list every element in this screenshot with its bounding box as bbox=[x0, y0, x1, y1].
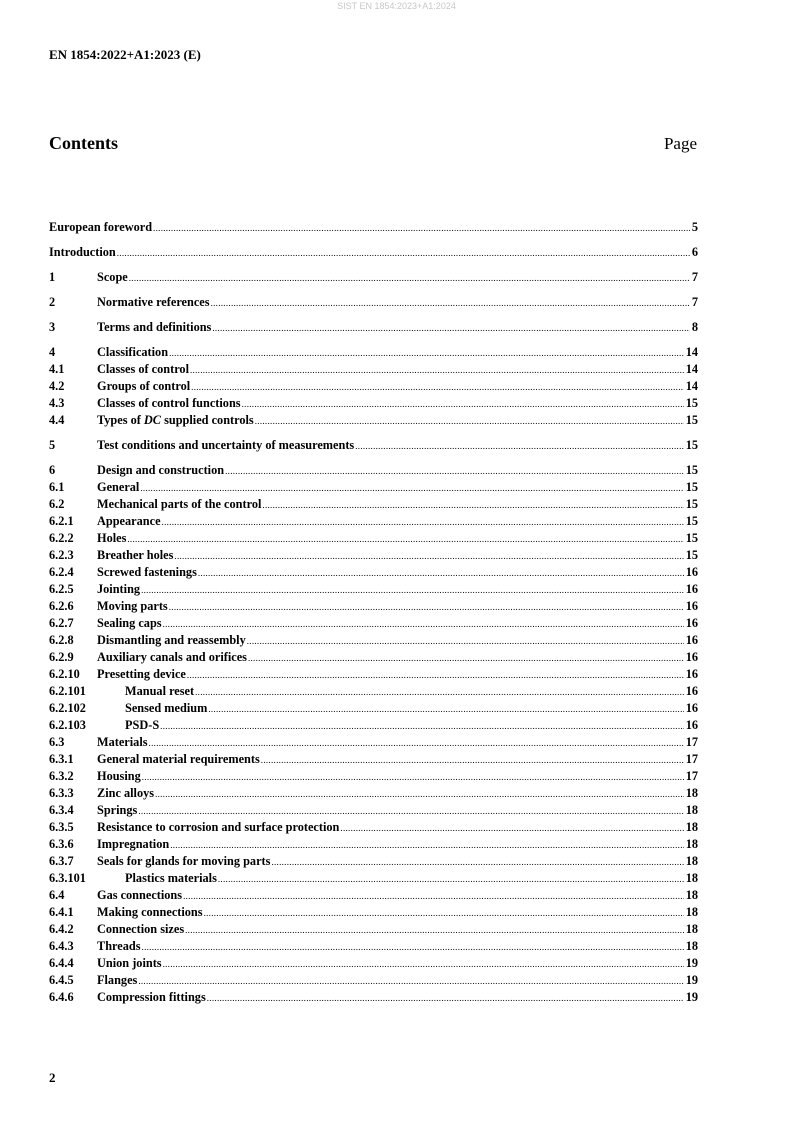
toc-entry-page: 16 bbox=[685, 582, 698, 596]
toc-entry-title: Impregnation bbox=[97, 837, 170, 851]
toc-entry-number: 6.3.3 bbox=[49, 786, 74, 800]
toc-entry-number: 6.3.7 bbox=[49, 854, 74, 868]
toc-entry-page: 17 bbox=[685, 769, 698, 783]
toc-entry-page: 15 bbox=[685, 497, 698, 511]
toc-dot-leader bbox=[211, 295, 690, 312]
toc-entry-title: Springs bbox=[97, 803, 138, 817]
toc-entry[interactable] bbox=[49, 294, 698, 311]
toc-entry-page: 19 bbox=[685, 973, 698, 987]
toc-dot-leader bbox=[204, 905, 684, 922]
toc-entry-title: Terms and definitions bbox=[97, 320, 212, 334]
toc-entry-title: Union joints bbox=[97, 956, 162, 970]
toc-dot-leader bbox=[271, 854, 683, 871]
toc-entry-number: 6.2.7 bbox=[49, 616, 74, 630]
toc-entry-number: 6.2.6 bbox=[49, 599, 74, 613]
toc-dot-leader bbox=[163, 956, 684, 973]
toc-entry[interactable] bbox=[49, 904, 698, 921]
toc-entry[interactable] bbox=[49, 751, 698, 768]
toc-entry[interactable] bbox=[49, 666, 698, 683]
toc-dot-leader bbox=[198, 565, 684, 582]
toc-entry-page: 15 bbox=[685, 548, 698, 562]
toc-entry-title: European foreword bbox=[49, 220, 153, 234]
toc-entry-page: 18 bbox=[685, 837, 698, 851]
toc-entry-title: General material requirements bbox=[97, 752, 260, 766]
toc-entry-number: 6.3.2 bbox=[49, 769, 74, 783]
toc-entry-number: 6 bbox=[49, 463, 56, 477]
toc-entry-title: Dismantling and reassembly bbox=[97, 633, 246, 647]
toc-entry-page: 7 bbox=[691, 295, 698, 309]
toc-entry-number: 6.4.5 bbox=[49, 973, 74, 987]
toc-entry-page: 18 bbox=[685, 786, 698, 800]
toc-entry-number: 6.4 bbox=[49, 888, 65, 902]
toc-dot-leader bbox=[185, 922, 684, 939]
toc-entry-title-part: Types of bbox=[97, 413, 144, 427]
toc-entry-title: Appearance bbox=[97, 514, 161, 528]
toc-entry-page: 16 bbox=[685, 599, 698, 613]
toc-entry-title: Flanges bbox=[97, 973, 138, 987]
toc-entry[interactable] bbox=[49, 598, 698, 615]
toc-dot-leader bbox=[169, 599, 684, 616]
toc-entry[interactable] bbox=[49, 496, 698, 513]
toc-entry-title: Scope bbox=[97, 270, 128, 284]
toc-entry-page: 18 bbox=[685, 871, 698, 885]
toc-entry-page: 5 bbox=[691, 220, 698, 234]
toc-dot-leader bbox=[138, 803, 683, 820]
toc-entry[interactable] bbox=[49, 836, 698, 853]
toc-entry-title: Seals for glands for moving parts bbox=[97, 854, 271, 868]
toc-entry-page: 18 bbox=[685, 939, 698, 953]
toc-entry-page: 15 bbox=[685, 463, 698, 477]
table-of-contents bbox=[49, 219, 698, 1006]
toc-entry-number: 6.1 bbox=[49, 480, 65, 494]
toc-entry[interactable] bbox=[49, 683, 698, 700]
toc-dot-leader bbox=[140, 480, 683, 497]
toc-entry[interactable] bbox=[49, 785, 698, 802]
toc-entry-page: 18 bbox=[685, 922, 698, 936]
toc-entry-number: 6.2.4 bbox=[49, 565, 74, 579]
toc-entry-number: 6.2.10 bbox=[49, 667, 80, 681]
toc-entry-page: 18 bbox=[685, 905, 698, 919]
toc-entry-number: 6.2.103 bbox=[49, 718, 86, 732]
toc-entry[interactable] bbox=[49, 479, 698, 496]
toc-entry-page: 16 bbox=[685, 650, 698, 664]
toc-entry-number: 6.3.1 bbox=[49, 752, 74, 766]
toc-entry-number: 6.3.4 bbox=[49, 803, 74, 817]
toc-entry-page: 19 bbox=[685, 956, 698, 970]
toc-entry-page: 17 bbox=[685, 752, 698, 766]
toc-entry-number: 6.3.101 bbox=[49, 871, 86, 885]
toc-entry-number: 6.2.5 bbox=[49, 582, 74, 596]
toc-entry-title: Plastics materials bbox=[125, 871, 217, 885]
toc-entry-page: 18 bbox=[685, 888, 698, 902]
toc-dot-leader bbox=[138, 973, 683, 990]
toc-dot-leader bbox=[248, 650, 684, 667]
toc-entry-title: Introduction bbox=[49, 245, 116, 259]
toc-dot-leader bbox=[163, 616, 684, 633]
toc-dot-leader bbox=[261, 752, 684, 769]
toc-entry-page: 15 bbox=[685, 438, 698, 452]
toc-dot-leader bbox=[149, 735, 684, 752]
toc-entry[interactable] bbox=[49, 361, 698, 378]
toc-entry-page: 16 bbox=[685, 565, 698, 579]
toc-entry[interactable] bbox=[49, 344, 698, 361]
toc-entry-number: 6.3 bbox=[49, 735, 65, 749]
toc-entry-page: 16 bbox=[685, 633, 698, 647]
toc-entry-page: 14 bbox=[685, 379, 698, 393]
page-number: 2 bbox=[49, 1070, 56, 1085]
toc-entry[interactable] bbox=[49, 972, 698, 989]
toc-entry-title: Classification bbox=[97, 345, 169, 359]
toc-dot-leader bbox=[141, 582, 684, 599]
toc-entry-page: 6 bbox=[691, 245, 698, 259]
toc-dot-leader bbox=[207, 990, 684, 1007]
toc-dot-leader bbox=[169, 345, 684, 362]
toc-entry[interactable] bbox=[49, 938, 698, 955]
toc-entry[interactable] bbox=[49, 513, 698, 530]
toc-entry[interactable] bbox=[49, 319, 698, 336]
toc-entry-number: 6.4.6 bbox=[49, 990, 74, 1004]
toc-entry[interactable] bbox=[49, 269, 698, 286]
toc-dot-leader bbox=[155, 786, 684, 803]
toc-dot-leader bbox=[187, 667, 684, 684]
toc-entry-title: Making connections bbox=[97, 905, 203, 919]
toc-entry[interactable] bbox=[49, 819, 698, 836]
toc-entry-title: Groups of control bbox=[97, 379, 191, 393]
toc-entry[interactable] bbox=[49, 564, 698, 581]
toc-dot-leader bbox=[153, 220, 690, 237]
toc-entry[interactable] bbox=[49, 581, 698, 598]
toc-entry[interactable] bbox=[49, 547, 698, 564]
page-column-label: Page bbox=[663, 134, 697, 153]
toc-entry[interactable] bbox=[49, 802, 698, 819]
toc-dot-leader bbox=[129, 270, 690, 287]
toc-entry-title bbox=[97, 412, 254, 429]
toc-entry-title: Threads bbox=[97, 939, 141, 953]
toc-entry[interactable] bbox=[49, 219, 698, 236]
page-title: Contents bbox=[49, 133, 119, 153]
toc-entry[interactable] bbox=[49, 437, 698, 454]
toc-dot-leader bbox=[183, 888, 684, 905]
toc-entry-number: 2 bbox=[49, 295, 56, 309]
toc-entry[interactable] bbox=[49, 989, 698, 1006]
toc-dot-leader bbox=[117, 245, 690, 262]
toc-dot-leader bbox=[255, 413, 684, 430]
toc-entry-page: 18 bbox=[685, 803, 698, 817]
toc-entry-number: 4.3 bbox=[49, 396, 65, 410]
toc-entry-number: 6.4.1 bbox=[49, 905, 74, 919]
toc-entry[interactable] bbox=[49, 768, 698, 785]
toc-entry-number: 4.2 bbox=[49, 379, 65, 393]
toc-entry-page: 8 bbox=[691, 320, 698, 334]
toc-entry-title: Classes of control functions bbox=[97, 396, 241, 410]
toc-entry[interactable] bbox=[49, 632, 698, 649]
toc-dot-leader bbox=[247, 633, 684, 650]
toc-entry[interactable] bbox=[49, 870, 698, 887]
toc-dot-leader bbox=[174, 548, 683, 565]
toc-entry-number: 4 bbox=[49, 345, 56, 359]
toc-entry-title: Zinc alloys bbox=[97, 786, 155, 800]
toc-dot-leader bbox=[170, 837, 684, 854]
toc-entry-page: 17 bbox=[685, 735, 698, 749]
toc-entry-number: 6.2.1 bbox=[49, 514, 74, 528]
toc-dot-leader bbox=[190, 362, 684, 379]
toc-entry-title-part: supplied controls bbox=[161, 413, 254, 427]
toc-entry-page: 16 bbox=[685, 718, 698, 732]
toc-entry-number: 4.1 bbox=[49, 362, 65, 376]
toc-entry-title: Mechanical parts of the control bbox=[97, 497, 262, 511]
toc-entry-number: 6.2.102 bbox=[49, 701, 86, 715]
toc-entry-number: 5 bbox=[49, 438, 56, 452]
toc-entry-number: 6.2 bbox=[49, 497, 65, 511]
toc-entry[interactable] bbox=[49, 921, 698, 938]
toc-entry-title: Breather holes bbox=[97, 548, 174, 562]
toc-entry[interactable] bbox=[49, 700, 698, 717]
toc-entry-page: 18 bbox=[685, 854, 698, 868]
toc-dot-leader bbox=[127, 531, 683, 548]
toc-entry[interactable] bbox=[49, 853, 698, 870]
toc-entry-page: 16 bbox=[685, 701, 698, 715]
toc-entry-page: 15 bbox=[685, 531, 698, 545]
toc-entry[interactable] bbox=[49, 955, 698, 972]
toc-entry-title: Normative references bbox=[97, 295, 210, 309]
toc-entry-page: 16 bbox=[685, 684, 698, 698]
toc-dot-leader bbox=[340, 820, 683, 837]
toc-entry-page: 19 bbox=[685, 990, 698, 1004]
toc-entry-title-emphasis: DC bbox=[143, 413, 162, 427]
toc-entry-page: 18 bbox=[685, 820, 698, 834]
toc-entry[interactable] bbox=[49, 378, 698, 395]
toc-entry-title: Holes bbox=[97, 531, 127, 545]
toc-entry-page: 15 bbox=[685, 413, 698, 427]
toc-entry-number: 6.4.4 bbox=[49, 956, 74, 970]
toc-dot-leader bbox=[162, 514, 684, 531]
toc-entry-page: 14 bbox=[685, 345, 698, 359]
toc-entry-title: Classes of control bbox=[97, 362, 189, 376]
toc-dot-leader bbox=[191, 379, 684, 396]
toc-entry-title: Moving parts bbox=[97, 599, 168, 613]
toc-dot-leader bbox=[142, 939, 684, 956]
toc-entry[interactable] bbox=[49, 734, 698, 751]
toc-dot-leader bbox=[208, 701, 683, 718]
toc-entry-title: Gas connections bbox=[97, 888, 183, 902]
toc-entry-title: Compression fittings bbox=[97, 990, 206, 1004]
toc-entry-number: 6.2.2 bbox=[49, 531, 74, 545]
toc-entry[interactable] bbox=[49, 887, 698, 904]
toc-entry-title: Housing bbox=[97, 769, 141, 783]
toc-entry-title: Presetting device bbox=[97, 667, 186, 681]
toc-entry[interactable] bbox=[49, 244, 698, 261]
watermark: SIST EN 1854:2023+A1:2024 bbox=[337, 1, 456, 11]
toc-entry[interactable] bbox=[49, 717, 698, 734]
standard-id-header: EN 1854:2022+A1:2023 (E) bbox=[49, 47, 201, 62]
toc-entry-title: Design and construction bbox=[97, 463, 225, 477]
toc-dot-leader bbox=[355, 438, 683, 455]
toc-entry[interactable] bbox=[49, 395, 698, 412]
toc-dot-leader bbox=[242, 396, 684, 413]
toc-entry-page: 16 bbox=[685, 667, 698, 681]
toc-entry-number: 6.3.6 bbox=[49, 837, 74, 851]
toc-entry-page: 15 bbox=[685, 514, 698, 528]
toc-dot-leader bbox=[195, 684, 684, 701]
toc-entry-number: 6.4.3 bbox=[49, 939, 74, 953]
toc-entry-number: 6.3.5 bbox=[49, 820, 74, 834]
toc-entry-page: 16 bbox=[685, 616, 698, 630]
toc-entry-page: 15 bbox=[685, 396, 698, 410]
toc-dot-leader bbox=[262, 497, 683, 514]
toc-entry-title: Manual reset bbox=[125, 684, 195, 698]
toc-entry[interactable] bbox=[49, 530, 698, 547]
toc-dot-leader bbox=[142, 769, 684, 786]
toc-entry-title: PSD-S bbox=[125, 718, 160, 732]
toc-dot-leader bbox=[218, 871, 684, 888]
toc-entry-title: Test conditions and uncertainty of measurements bbox=[97, 438, 355, 452]
toc-entry-number: 6.2.9 bbox=[49, 650, 74, 664]
toc-entry-title: Materials bbox=[97, 735, 148, 749]
toc-entry-number: 6.2.3 bbox=[49, 548, 74, 562]
toc-entry-number: 1 bbox=[49, 270, 56, 284]
toc-entry-title: Screwed fastenings bbox=[97, 565, 197, 579]
toc-entry[interactable] bbox=[49, 649, 698, 666]
toc-entry-page: 15 bbox=[685, 480, 698, 494]
toc-entry-title: Auxiliary canals and orifices bbox=[97, 650, 247, 664]
toc-entry[interactable] bbox=[49, 412, 698, 429]
toc-entry-title: Sealing caps bbox=[97, 616, 162, 630]
toc-entry-title: Jointing bbox=[97, 582, 141, 596]
toc-entry-page: 14 bbox=[685, 362, 698, 376]
toc-dot-leader bbox=[212, 320, 690, 337]
toc-entry-page: 7 bbox=[691, 270, 698, 284]
toc-entry-title: General bbox=[97, 480, 140, 494]
toc-entry-number: 6.2.101 bbox=[49, 684, 86, 698]
toc-entry-number: 3 bbox=[49, 320, 56, 334]
toc-entry-title: Connection sizes bbox=[97, 922, 185, 936]
toc-entry-number: 4.4 bbox=[49, 413, 65, 427]
toc-entry[interactable] bbox=[49, 615, 698, 632]
toc-entry-title: Sensed medium bbox=[125, 701, 208, 715]
toc-entry-title: Resistance to corrosion and surface protection bbox=[97, 820, 340, 834]
toc-entry-number: 6.4.2 bbox=[49, 922, 74, 936]
toc-dot-leader bbox=[225, 463, 684, 480]
toc-entry-number: 6.2.8 bbox=[49, 633, 74, 647]
toc-dot-leader bbox=[160, 718, 684, 735]
toc-entry[interactable] bbox=[49, 462, 698, 479]
